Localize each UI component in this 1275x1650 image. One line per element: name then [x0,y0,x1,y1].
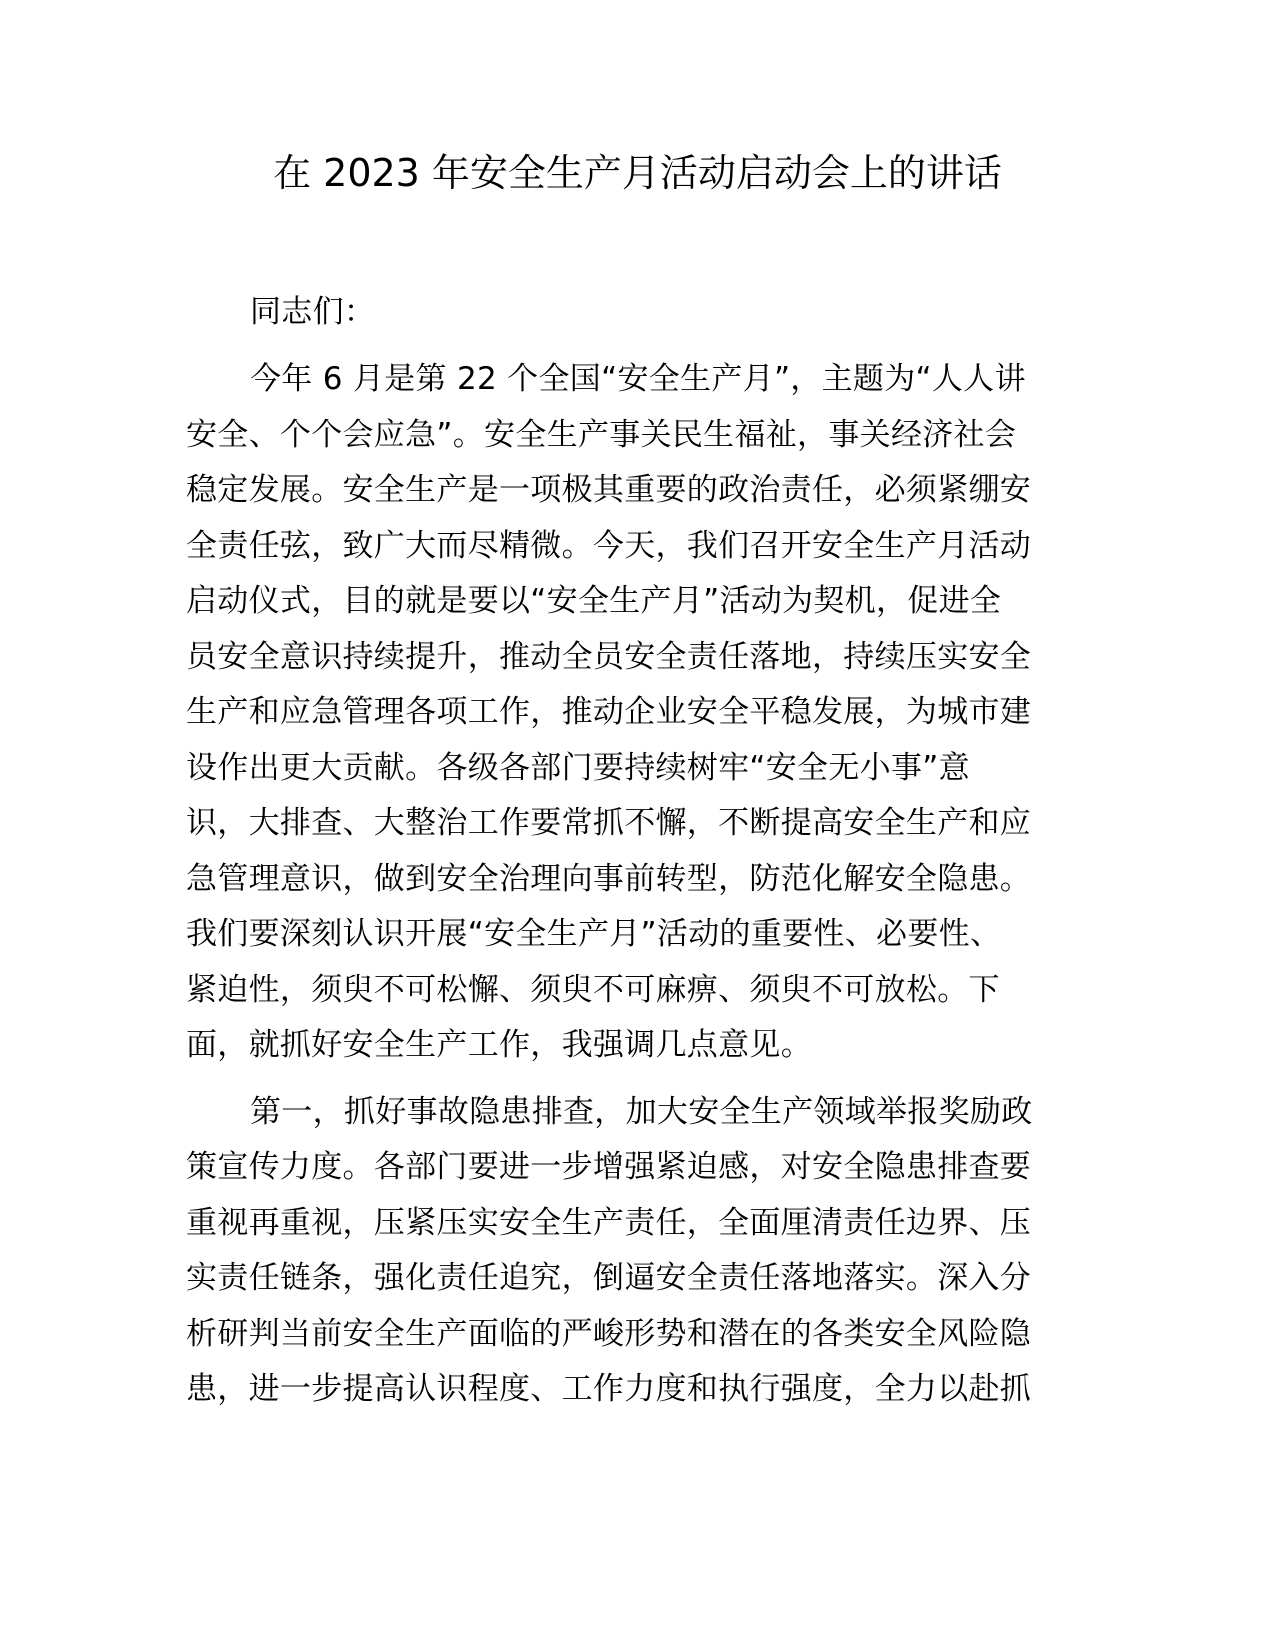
text-line: 全责任弦，致广大而尽精微。今天，我们召开安全生产月活动 [186,528,1032,564]
text-line: 员安全意识持续提升，推动全员安全责任落地，持续压实安全 [186,639,1032,675]
text-line: 实责任链条，强化责任追究，倒逼安全责任落地落实。深入分 [186,1260,1032,1296]
text-line: 启动仪式，目的就是要以“安全生产月”活动为契机，促进全 [186,583,1002,619]
text-line: 紧迫性，须臾不可松懈、须臾不可麻痹、须臾不可放松。下 [186,972,1000,1008]
text-line: 重视再重视，压紧压实安全生产责任，全面厘清责任边界、压 [186,1205,1032,1241]
text-line: 稳定发展。安全生产是一项极其重要的政治责任，必须紧绷安 [186,472,1032,508]
text-line: 面，就抓好安全生产工作，我强调几点意见。 [186,1027,812,1063]
salutation: 同志们： [250,294,376,330]
document-title: 在 2023 年安全生产月活动启动会上的讲话 [273,151,1002,195]
text-line: 我们要深刻认识开展“安全生产月”活动的重要性、必要性、 [186,916,1002,952]
text-line: 设作出更大贡献。各级各部门要持续树牢“安全无小事”意 [186,750,970,786]
text-line: 今年 6 月是第 22 个全国“安全生产月”，主题为“人人讲 [250,361,1026,397]
text-line: 生产和应急管理各项工作，推动企业安全平稳发展，为城市建 [186,694,1032,730]
text-line: 第一，抓好事故隐患排查，加大安全生产领域举报奖励政 [250,1094,1033,1130]
text-line: 患，进一步提高认识程度、工作力度和执行强度，全力以赴抓 [186,1371,1032,1407]
text-line: 急管理意识，做到安全治理向事前转型，防范化解安全隐患。 [186,861,1032,897]
text-line: 识，大排查、大整治工作要常抓不懈，不断提高安全生产和应 [186,805,1032,841]
text-line: 析研判当前安全生产面临的严峻形势和潜在的各类安全风险隐 [186,1316,1032,1352]
text-line: 策宣传力度。各部门要进一步增强紧迫感，对安全隐患排查要 [186,1149,1032,1185]
text-line: 安全、个个会应急”。安全生产事关民生福祉，事关经济社会 [186,417,1017,453]
